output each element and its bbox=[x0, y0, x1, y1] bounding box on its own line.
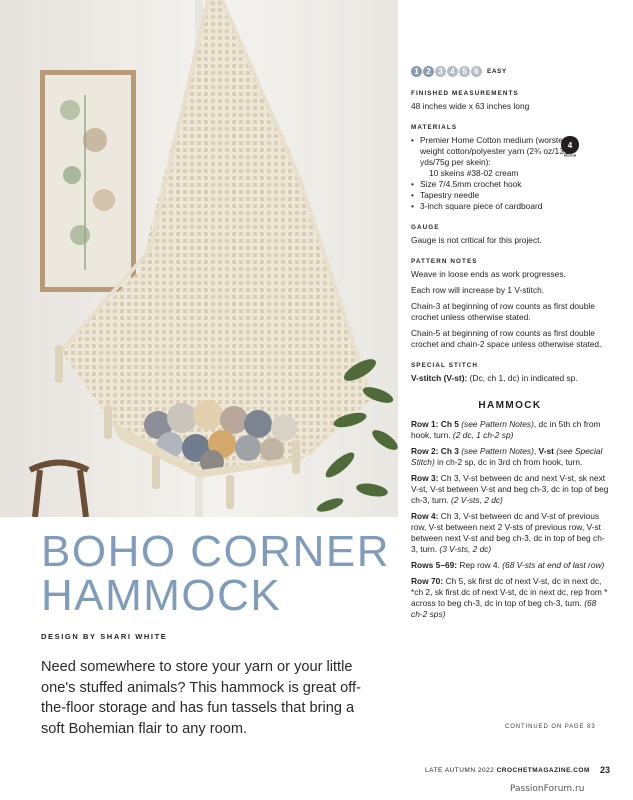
row-text: , dc in 5th ch from hook, turn. bbox=[411, 419, 601, 440]
skill-level-6: 6 bbox=[471, 66, 482, 77]
special-text: (Dc, ch 1, dc) in indicated sp. bbox=[467, 373, 578, 383]
title-line-2: HAMMOCK bbox=[41, 571, 282, 620]
skill-level-2: 2 bbox=[423, 66, 434, 77]
designer-byline: DESIGN BY SHARI WHITE bbox=[41, 632, 168, 641]
pattern-row bbox=[411, 560, 609, 571]
row-label: Row 2: Ch 3 bbox=[411, 446, 459, 456]
material-item: • Size 7/4.5mm crochet hook bbox=[411, 179, 609, 190]
row-count: (3 V-sts, 2 dc) bbox=[439, 544, 492, 554]
note-item: Weave in loose ends as work progresses. bbox=[411, 269, 566, 279]
row-text: Ch 5, sk first dc of next V-st, dc in next dc, *ch 2, sk first dc of next V-st, dc in next dc, rep from * across to beg ch-3, dc in top of beg ch-3, turn. bbox=[411, 576, 608, 608]
title-line-1: BOHO CORNER bbox=[41, 527, 390, 576]
notes-heading: PATTERN NOTES bbox=[411, 258, 478, 265]
row-note: (see Pattern Notes) bbox=[461, 419, 534, 429]
continued-notice: CONTINUED ON PAGE 83 bbox=[505, 724, 596, 730]
hammock-photo bbox=[0, 0, 398, 517]
row-text: Rep row 4. bbox=[457, 560, 503, 570]
material-yarn-qty: 10 skeins #38-02 cream bbox=[429, 168, 519, 178]
footer-issue: LATE AUTUMN 2022 bbox=[425, 767, 497, 774]
hammock-illustration bbox=[0, 0, 398, 517]
note-item: Each row will increase by 1 V-stitch. bbox=[411, 285, 545, 295]
watermark: PassionForum.ru bbox=[510, 784, 585, 794]
row-count: (68 V-sts at end of last row) bbox=[502, 560, 605, 570]
materials-list bbox=[411, 135, 609, 212]
pattern-row bbox=[411, 511, 609, 555]
row-label: Row 4: bbox=[411, 511, 439, 521]
gauge-heading: GAUGE bbox=[411, 224, 440, 231]
skill-level-5: 5 bbox=[459, 66, 470, 77]
wall-art bbox=[40, 70, 136, 292]
row-label: Row 1: Ch 5 bbox=[411, 419, 459, 429]
gauge-text: Gauge is not critical for this project. bbox=[411, 235, 542, 245]
footer-folio bbox=[425, 767, 590, 774]
skill-level-3: 3 bbox=[435, 66, 446, 77]
page-number: 23 bbox=[600, 765, 611, 775]
yarn-weight-label: MEDIUM bbox=[563, 153, 577, 157]
article-title bbox=[41, 527, 391, 620]
row-text: Ch 3, V-st between dc and next V-st, sk next V-st, V-st between V-st and beg ch-3, dc in top of beg ch-3, turn. bbox=[411, 473, 609, 505]
row-text: , bbox=[533, 446, 539, 456]
pattern-row bbox=[411, 473, 609, 506]
intro-paragraph: Need somewhere to store your yarn or your little one's stuffed animals? This hammock is great off-the-floor storage and has fun tassels that bring a soft Bohemian flair to any room. bbox=[41, 659, 361, 737]
hammock-heading: HAMMOCK bbox=[478, 400, 542, 411]
material-item: • 3-inch square piece of cardboard bbox=[411, 201, 609, 212]
finished-heading: FINISHED MEASUREMENTS bbox=[411, 90, 519, 97]
special-term: V-stitch (V-st): bbox=[411, 373, 468, 383]
skill-level bbox=[411, 64, 609, 78]
row-text: Ch 3, V-st between dc and V-st of previous row, V-st between next 2 V-sts of previous row, V-st between next V-st and beg ch-3, dc in top of beg ch-3, turn. bbox=[411, 511, 605, 554]
row-text: in ch-2 sp, dc in 3rd ch from hook, turn. bbox=[434, 457, 583, 467]
row-label: Rows 5–69: bbox=[411, 560, 458, 570]
note-item: Chain-3 at beginning of row counts as first double crochet unless otherwise stated. bbox=[411, 301, 595, 322]
row-count: (68 ch-2 sps) bbox=[411, 598, 597, 619]
material-item bbox=[411, 135, 609, 179]
material-item: • Tapestry needle bbox=[411, 190, 609, 201]
finished-text: 48 inches wide x 63 inches long bbox=[411, 101, 530, 111]
row-note: (see Special Stitch) bbox=[411, 446, 603, 467]
skill-level-1: 1 bbox=[411, 66, 422, 77]
pattern-row bbox=[411, 576, 609, 620]
special-stitch bbox=[411, 373, 609, 384]
footer-site: CROCHETMAGAZINE.COM bbox=[496, 767, 590, 774]
row-label: Row 70: bbox=[411, 576, 444, 586]
pattern-row bbox=[411, 446, 609, 468]
special-heading: SPECIAL STITCH bbox=[411, 362, 479, 369]
skill-level-4: 4 bbox=[447, 66, 458, 77]
row-term: V-st bbox=[538, 446, 554, 456]
row-count: (2 dc, 1 ch-2 sp) bbox=[452, 430, 514, 440]
row-count: (2 V-sts, 2 dc) bbox=[451, 495, 503, 505]
pattern-column bbox=[411, 64, 609, 625]
pattern-row bbox=[411, 419, 609, 441]
skill-label: EASY bbox=[487, 67, 507, 75]
row-label: Row 3: bbox=[411, 473, 439, 483]
material-yarn: Premier Home Cotton medium (worsted) weight cotton/polyester yarn (2¾ oz/131 yds/75g per skein): bbox=[420, 135, 571, 167]
yarn-weight-number: 4 bbox=[567, 141, 573, 150]
note-item: Chain-5 at beginning of row counts as first double crochet and chain-2 space unless otherwise stated. bbox=[411, 328, 602, 349]
row-note: (see Pattern Notes) bbox=[461, 446, 534, 456]
materials-heading: MATERIALS bbox=[411, 124, 458, 131]
